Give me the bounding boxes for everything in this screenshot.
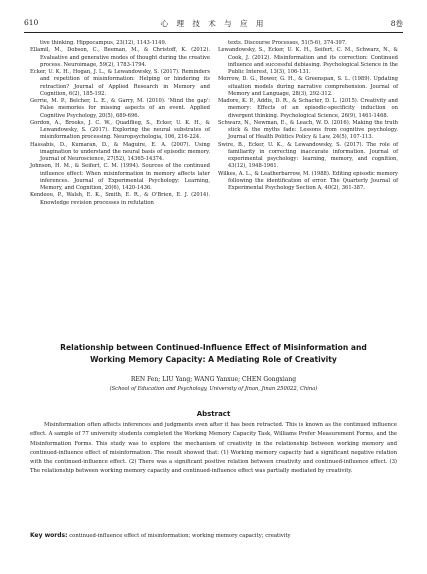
page-number: 610: [24, 18, 39, 27]
paper-title-line: Working Memory Capacity: A Mediating Role of Creativity: [90, 355, 337, 364]
references-left-column: [30, 40, 210, 207]
author-list: REN Fen; LIU Yang; WANG Yanxue; CHEN Gongxiang: [130, 376, 297, 383]
paper-title: [30, 342, 397, 366]
reference-entry: texts. Discourse Processes, 51(5-6), 374-397.: [228, 40, 347, 46]
keywords-label: Key words:: [30, 532, 68, 539]
reference-entry: Lewandowsky, S., Ecker, U. K. H., Seifert, C. M., Schwarz, N., & Cook, J. (2012). Misinformation and its correction: Continued influence and successful debiasing. Psychological Science in the Public Interest, 13(3), 106-131.: [218, 47, 398, 75]
reference-entry: Gerrie, M. P., Belcher, L. E., & Garry, M. (2010). 'Mind the gap': False memories for missing aspects of an event. Applied Cognitive Psychology, 20(5), 689-696.: [30, 98, 210, 119]
reference-entry: Ecker, U. K. H., Hogan, J. L., & Lewandowsky, S. (2017). Reminders and repetition of misinformation: Helping or hindering its retraction? Journal of Applied Research in Memory and Cognition, 6(2), 185-192.: [30, 69, 210, 97]
reference-entry: Schwarz, N., Newman, E., & Leach, W. D. (2016). Making the truth stick & the myths fade: Lessons from cognitive psychology. Journal of Health Politics Policy & Law, 24(5), 107-113.: [218, 119, 398, 141]
reference-entry: Johnson, H. M., & Seifert, C. M. (1994). Sources of the continued influence effect: When misinformation in memory affects later inferences. Journal of Experimental Psychology: Learning, Memory, and Cognition, 20(6), 1420-1436.: [30, 163, 210, 191]
keywords-text: continued-influence effect of misinformation; working memory capacity; creativity: [69, 533, 291, 539]
reference-entry: Morrow, D. G., Bower, G. H., & Greenspan, S. L. (1989). Updating situation models during narrative comprehension. Journal of Memory and Language, 28(3), 292-312.: [218, 76, 398, 97]
paper-title-line: Relationship between Continued-Influence Effect of Misinformation and: [60, 343, 367, 352]
references-right-column: [218, 40, 398, 192]
journal-title: 心 理 技 术 与 应 用: [160, 19, 267, 28]
abstract-text: Misinformation often affects inferences and judgments even after it has been retracted. This is known as the continued influence effect. A sample of 77 university students completed the Working Memory Capacity Task, Williams Prefer Measurement Forms, and the Misinformation Forms. This study was to explore the mechanism of creativity in the relationship between working memory and continued-influence effect of misinformation. The result showed that: (1) Working memory capacity had a significant negative relation with the continued-influence effect. (2) There was a significant positive relation between creativity and continued-influence effect. (3) The relationship between working memory capacity and continued-influence effect was partially mediated by creativity.: [30, 422, 397, 475]
reference-entry: Wilkes, A. L., & Leatherbarrow, M. (1988). Editing episodic memory following the identification of error. The Quarterly Journal of Experimental Psychology Section A, 40(2), 361-387.: [218, 170, 398, 191]
abstract-heading: Abstract: [196, 410, 231, 418]
reference-entry: tive thinking. Hippocampus, 23(12), 1143-1149.: [40, 40, 167, 46]
reference-entry: Madore, K. P., Addis, D. R., & Schacter, D. L. (2015). Creativity and memory: Effects of an episodic-specificity induction on divergent thinking. Psychological Science, 26(9), 1461-1468.: [218, 98, 398, 119]
abstract-body: [30, 421, 397, 477]
affiliation: (School of Education and Psychology, University of Jinan, Jinan 250022, China): [109, 386, 318, 392]
volume-label: 8卷: [390, 19, 403, 28]
reference-entry: Kendeou, P., Walsh, E. K., Smith, E. R., & O'Brien, E. J. (2014). Knowledge revision processes in refutation: [30, 192, 210, 206]
keywords: [30, 532, 397, 539]
reference-entry: Hassabis, D., Kumaran, D., & Maguire, E. A. (2007). Using imagination to understand the neural basis of episodic memory. Journal of Neuroscience, 27(52), 14365-14374.: [30, 141, 210, 162]
reference-entry: Gordon, A., Brooks, J. C. W., Quadflieg, S., Ecker, U. K. H., & Lewandowsky, S. (2017). Exploring the neural substrates of misinformation processing. Neuropsychologia, 106, 216-224.: [30, 119, 210, 141]
reference-entry: Swire, B., Ecker, U. K., & Lewandowsky, S. (2017). The role of familiarity in correcting inaccurate information. Journal of experimental psychology: learning, memory, and cognition, 43(12), 1948-1961.: [218, 141, 398, 170]
reference-entry: Ellamil, M., Dobson, C., Beeman, M., & Christoff, K. (2012). Evaluative and generative modes of thought during the creative process. Neuroimage, 59(2), 1783-1794.: [30, 47, 210, 68]
running-header: [24, 16, 403, 33]
